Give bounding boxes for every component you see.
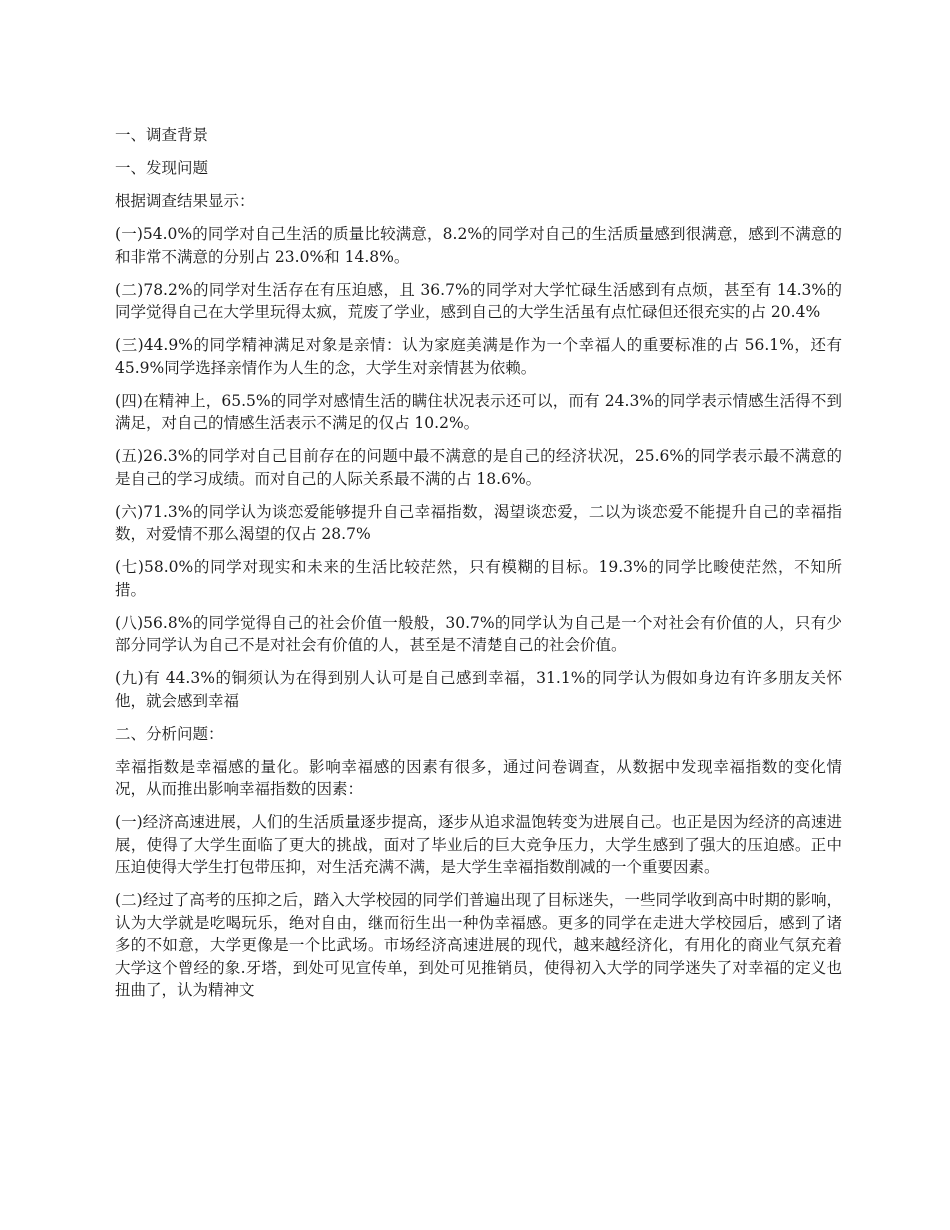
section-heading-findings: 一、发现问题 [115, 159, 209, 177]
analysis-intro: 幸福指数是幸福感的量化。影响幸福感的因素有很多，通过问卷调查，从数据中发现幸福指数的变化情况，从而推出影响幸福指数的因素： [115, 757, 842, 798]
finding-4: (四)在精神上，65.5%的同学对感情生活的瞒住状况表示还可以，而有 24.3%的同学表示情感生活得不到满足，对自己的情感生活表示不满足的仅占 10.2%。 [115, 391, 842, 432]
finding-6: (六)71.3%的同学认为谈恋爱能够提升自己幸福指数，渴望谈恋爱，二以为谈恋爱不能提升自己的幸福指数，对爱情不那么渴望的仅占 28.7% [115, 502, 842, 543]
intro-line: 根据调查结果显示： [115, 192, 255, 210]
document-body [115, 124, 842, 1012]
section-heading-analysis: 二、分析问题： [115, 724, 224, 743]
analysis-2: (二)经过了高考的压抑之后，踏入大学校园的同学们普遍出现了目标迷失，一些同学收到高中时期的影响，认为大学就是吃喝玩乐，绝对自由，继而衍生出一种伪幸福感。更多的同学在走进大学校园后，感到了诸多的不如意，大学更像是一个比武场。市场经济高速进展的现代，越来越经济化，有用化的商业气氛充着大学这个曾经的象.牙塔，到处可见宣传单，到处可见推销员，使得初入大学的同学迷失了对幸福的定义也扭曲了，认为精神文 [115, 891, 842, 999]
finding-9: (九)有 44.3%的铜须认为在得到别人认可是自己感到幸福，31.1%的同学认为假如身边有许多朋友关怀他，就会感到幸福 [115, 669, 842, 710]
finding-8: (八)56.8%的同学觉得自己的社会价值一般般，30.7%的同学认为自己是一个对社会有价值的人，只有少部分同学认为自己不是对社会有价值的人，甚至是不清楚自己的社会价值。 [115, 613, 842, 654]
finding-7: (七)58.0%的同学对现实和未来的生活比较茫然，只有模糊的目标。19.3%的同学比畯使茫然，不知所措。 [115, 558, 842, 599]
finding-1: (一)54.0%的同学对自己生活的质量比较满意，8.2%的同学对自己的生活质量感到很满意，感到不满意的和非常不满意的分别占 23.0%和 14.8%。 [115, 225, 842, 266]
finding-3: (三)44.9%的同学精神满足对象是亲情：认为家庭美满是作为一个幸福人的重要标准的占 56.1%，还有 45.9%同学选择亲情作为人生的念，大学生对亲情甚为依赖。 [115, 336, 842, 377]
finding-5: (五)26.3%的同学对自己目前存在的问题中最不满意的是自己的经济状况，25.6%的同学表示最不满意的是自己的学习成绩。而对自己的人际关系最不满的占 18.6%。 [115, 447, 842, 488]
analysis-1: (一)经济高速进展，人们的生活质量逐步提高，逐步从追求温饱转变为进展自己。也正是因为经济的高速进展，使得了大学生面临了更大的挑战，面对了毕业后的巨大竞争压力，大学生感到了强大的压迫感。正中压迫使得大学生打包带压抑，对生活充满不满，是大学生幸福指数削减的一个重要因素。 [115, 813, 842, 876]
section-heading-background: 一、调查背景 [115, 126, 209, 144]
finding-2: (二)78.2%的同学对生活存在有压迫感，且 36.7%的同学对大学忙碌生活感到有点烦，甚至有 14.3%的同学觉得自己在大学里玩得太疯，荒废了学业，感到自己的大学生活虽有点忙碌但还很充实的占 20.4% [115, 280, 842, 321]
